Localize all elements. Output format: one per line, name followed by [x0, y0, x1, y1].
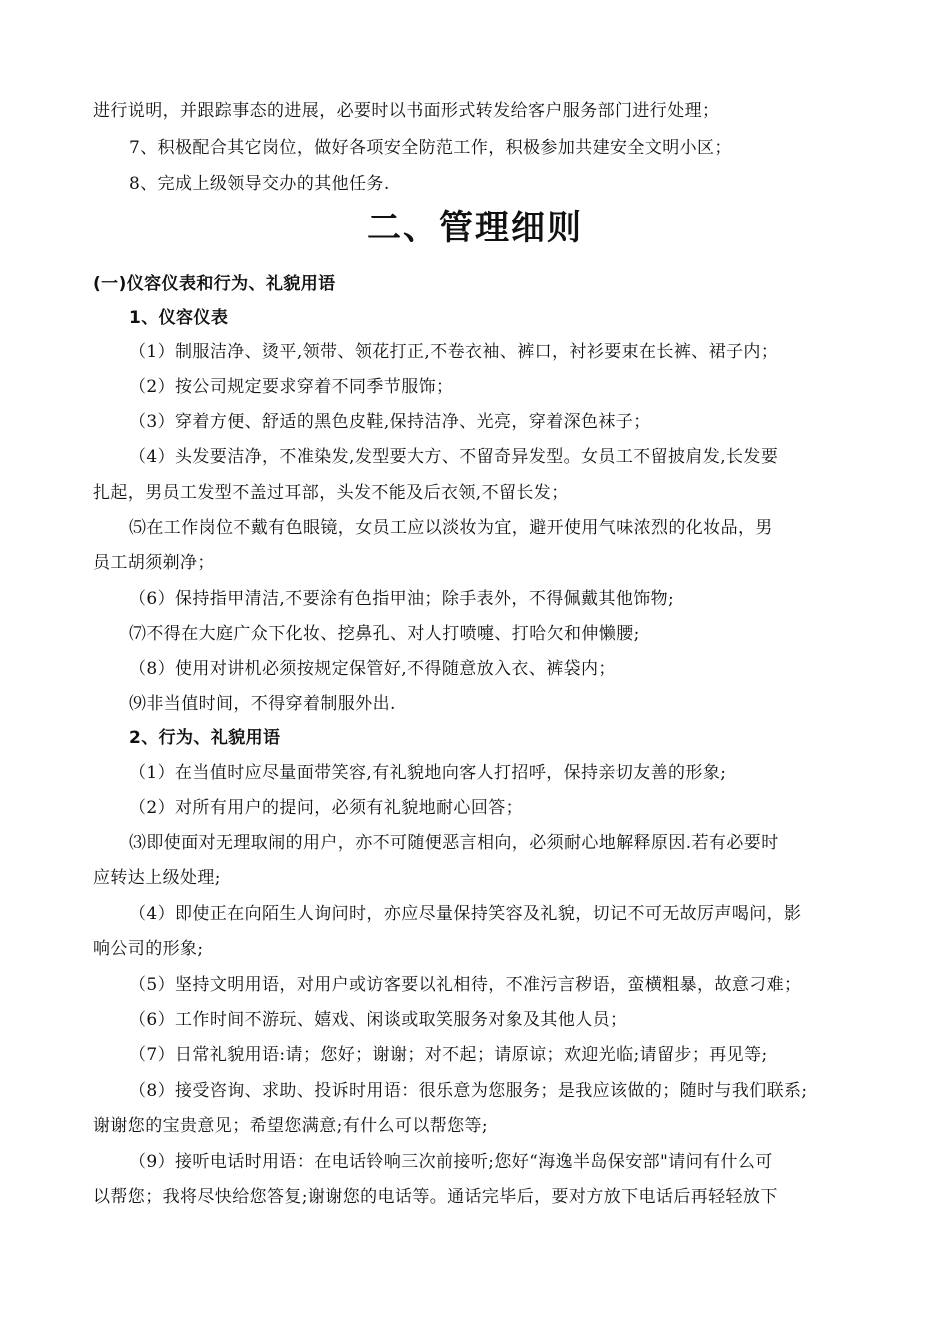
part2-line-9: （7）日常礼貌用语:请；您好；谢谢；对不起；请原谅；欢迎光临;请留步；再见等; — [129, 1045, 768, 1065]
part2-line-8: （6）工作时间不游玩、嬉戏、闲谈或取笑服务对象及其他人员； — [129, 1010, 628, 1030]
part2-line-2: （2）对所有用户的提问，必须有礼貌地耐心回答； — [129, 798, 524, 818]
part2-line-12: （9）接听电话时用语：在电话铃响三次前接听;您好“海逸半岛保安部"请问有什么可 — [129, 1152, 773, 1172]
part2-line-13: 以帮您；我将尽快给您答复;谢谢您的电话等。通话完毕后，要对方放下电话后再轻轻放下 — [93, 1187, 778, 1207]
section-title: 二、管理细则 — [367, 208, 583, 248]
part2-line-6: 响公司的形象; — [93, 939, 204, 959]
part1-line-6: ⑸在工作岗位不戴有色眼镜，女员工应以淡妆为宜，避开使用气味浓烈的化妆品，男 — [129, 518, 773, 538]
part2-line-4: 应转达上级处理; — [93, 868, 221, 888]
part2-line-7: （5）坚持文明用语，对用户或访客要以礼相待，不准污言秽语，蛮横粗暴，故意刁难； — [129, 975, 802, 995]
part1-line-7: 员工胡须剃净； — [93, 553, 215, 573]
intro-line-1: 进行说明，并跟踪事态的进展，必要时以书面形式转发给客户服务部门进行处理； — [93, 101, 720, 121]
part1-line-9: ⑺不得在大庭广众下化妆、挖鼻孔、对人打喷嚏、打哈欠和伸懒腰; — [129, 624, 640, 644]
part2-line-11: 谢谢您的宝贵意见；希望您满意;有什么可以帮您等; — [93, 1116, 489, 1136]
part1-line-3: （3）穿着方便、舒适的黑色皮鞋,保持洁净、光亮，穿着深色袜子； — [129, 412, 651, 432]
part2-heading: 2、行为、礼貌用语 — [129, 728, 281, 748]
part2-line-5: （4）即使正在向陌生人询问时，亦应尽量保持笑容及礼貌，切记不可无故厉声喝问，影 — [129, 904, 802, 924]
part1-heading: 1、仪容仪表 — [129, 308, 229, 328]
part2-line-10: （8）接受咨询、求助、投诉时用语：很乐意为您服务；是我应该做的；随时与我们联系; — [129, 1081, 808, 1101]
part1-line-10: （8）使用对讲机必须按规定保管好,不得随意放入衣、裤袋内； — [129, 659, 616, 679]
part2-line-3: ⑶即使面对无理取闹的用户，亦不可随便恶言相向，必须耐心地解释原因.若有必要时 — [129, 833, 779, 853]
part1-line-1: （1）制服洁净、烫平,领带、领花打正,不卷衣袖、裤口，衬衫要束在长裤、裙子内； — [129, 342, 779, 362]
intro-line-2: 7、积极配合其它岗位，做好各项安全防范工作，积极参加共建安全文明小区； — [129, 138, 732, 158]
part1-line-5: 扎起，男员工发型不盖过耳部，头发不能及后衣领,不留长发； — [93, 483, 569, 503]
subsection-heading: (一)仪容仪表和行为、礼貌用语 — [93, 274, 336, 294]
intro-line-3: 8、完成上级领导交办的其他任务. — [129, 174, 390, 194]
part2-line-1: （1）在当值时应尽量面带笑容,有礼貌地向客人打招呼，保持亲切友善的形象; — [129, 763, 727, 783]
part1-line-11: ⑼非当值时间，不得穿着制服外出. — [129, 694, 396, 714]
part1-line-8: （6）保持指甲清洁,不要涂有色指甲油；除手表外，不得佩戴其他饰物; — [129, 589, 675, 609]
part1-line-4: （4）头发要洁净，不准染发,发型要大方、不留奇异发型。女员工不留披肩发,长发要 — [129, 447, 779, 467]
part1-line-2: （2）按公司规定要求穿着不同季节服饰； — [129, 377, 454, 397]
